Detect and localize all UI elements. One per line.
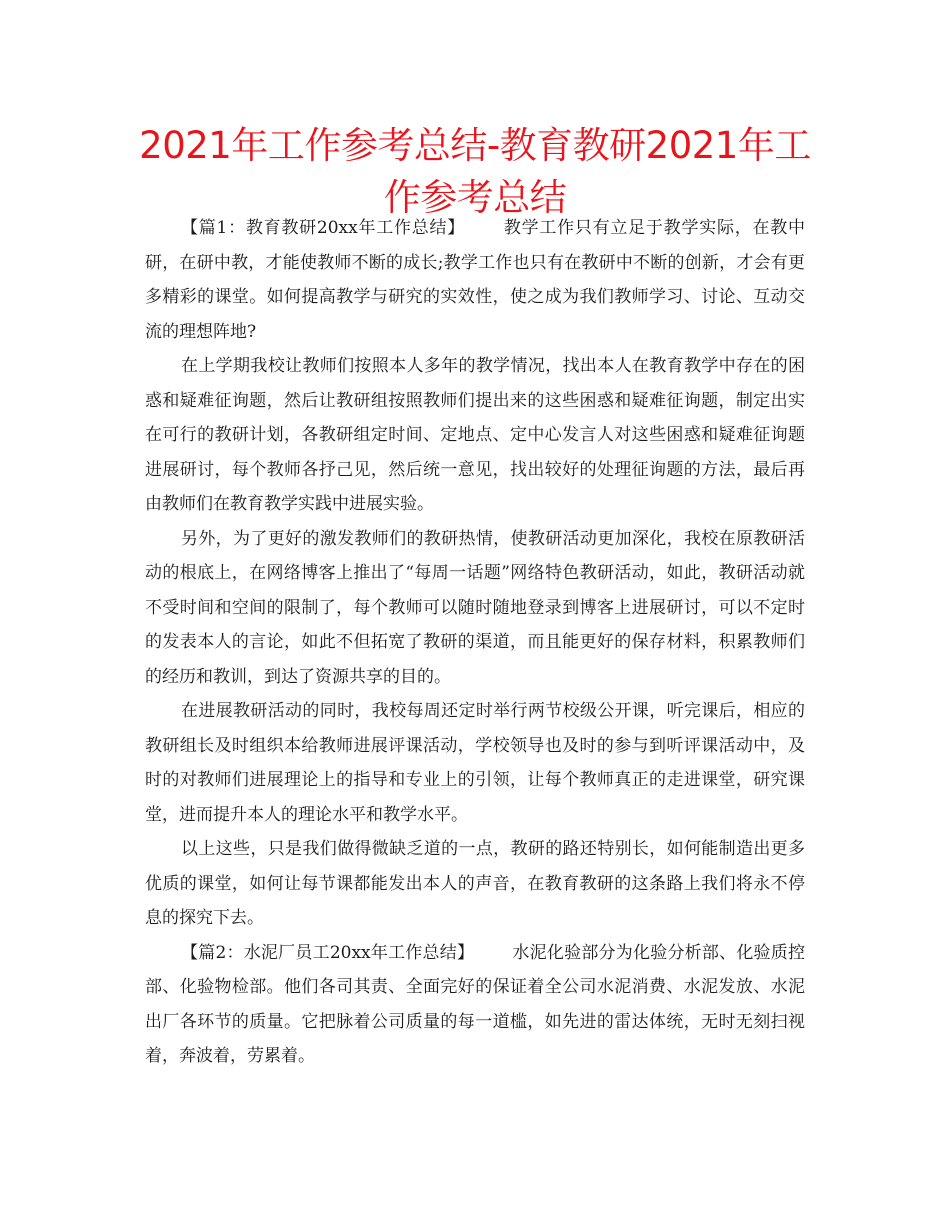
document-title: 2021年工作参考总结-教育教研2021年工作参考总结 — [139, 124, 811, 219]
section-1-paragraph-2: 在上学期我校让教师们按照本人多年的教学情况，找出本人在教育教学中存在的困惑和疑难征询题，然后让教研组按照教师们提出来的这些困惑和疑难征询题，制定出实在可行的教研计划，各教研组定时间、定地点、定中心发言人对这些困惑和疑难征询题进展研讨，每个教师各抒己见，然后统一意见，找出较好的处理征询题的方法，最后再由教师们在教育教学实践中进展实验。 — [145, 356, 805, 514]
section-1-paragraph-3: 另外，为了更好的激发教师们的教研热情，使教研活动更加深化，我校在原教研活动的根底上，在网络博客上推出了“每周一话题”网络特色教研活动，如此，教研活动就不受时间和空间的限制了，每个教师可以随时随地登录到博客上进展研讨，可以不定时的发表本人的言论，如此不但拓宽了教研的渠道，而且能更好的保存材料，积累教师们的经历和教训，到达了资源共享的目的。 — [145, 528, 805, 687]
paragraph-text: 教学工作只有立足于教学实际，在教中研，在研中教，才能使教师不断的成长;教学工作也只有在教研中不断的创新，才会有更多精彩的课堂。如何提高教学与研究的实效性，使之成为我们教师学习、讨论、互动交流的理想阵地? — [145, 218, 806, 342]
document-body — [145, 211, 805, 1074]
section-2-paragraph-1 — [145, 936, 805, 1074]
paragraph-text: 水泥化验部分为化验分析部、化验质控部、化验物检部。他们各司其责、全面完好的保证着全公司水泥消费、水泥发放、水泥出厂各环节的质量。它把脉着公司质量的每一道槛，如先进的雷达体统，无时无刻扫视着，奔波着，劳累着。 — [145, 942, 806, 1066]
section-1-heading: 【篇1：教育教研20xx年工作总结】 — [181, 218, 466, 238]
section-1-paragraph-1 — [145, 211, 805, 349]
section-2-heading: 【篇2：水泥厂员工20xx年工作总结】 — [181, 942, 475, 963]
section-1-paragraph-5: 以上这些，只是我们做得微缺乏道的一点，教研的路还特别长，如何能制造出更多优质的课堂，如何让每节课都能发出本人的声音，在教育教研的这条路上我们将永不停息的探究下去。 — [145, 839, 805, 928]
section-1-paragraph-4: 在进展教研活动的同时，我校每周还定时举行两节校级公开课，听完课后，相应的教研组长及时组织本给教师进展评课活动，学校领导也及时的参与到听评课活动中，及时的对教师们进展理论上的指导和专业上的引领，让每个教师真正的走进课堂，研究课堂，进而提升本人的理论水平和教学水平。 — [145, 701, 805, 825]
